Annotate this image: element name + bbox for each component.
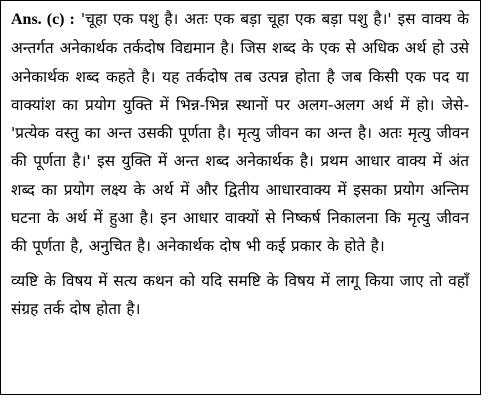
answer-paragraph-1	[11, 5, 469, 261]
answer-paragraph-1-text: 'चूहा एक पशु है। अतः एक बड़ा चूहा एक बड़ा पशु है।' इस वाक्य के अन्तर्गत अनेकार्थक तर्कदोष विद्यमान है। जिस शब्द के एक से अधिक अर्थ हो उसे अनेकार्थक शब्द कहते है। यह तर्कदोष तब उत्पन्न होता है जब किसी एक पद या वाक्यांश का प्रयोग युक्ति में भिन्न-भिन्न स्थानों पर अलग-अलग अर्थ में हो। जेसे- 'प्रत्येक वस्तु का अन्त उसकी पूर्णता है। मृत्यु जीवन का अन्त है। अतः मृत्यु जीवन की पूर्णता है।' इस युक्ति में अन्त शब्द अनेकार्थक है। प्रथम आधार वाक्य में अंत शब्द का प्रयोग लक्ष्य के अर्थ में और द्वितीय आधारवाक्य में इसका प्रयोग अन्तिम घटना के अर्थ में हुआ है। इन आधार वाक्यों से निष्कर्ष निकालना कि मृत्यु जीवन की पूर्णता है, अनुचित है। अनेकार्थक दोष भी कई प्रकार के होते है।	[11, 10, 469, 256]
answer-label: Ans. (c) :	[11, 11, 75, 28]
answer-text	[11, 5, 469, 323]
answer-paragraph-2: व्यष्टि के विषय में सत्य कथन को यदि समष्टि के विषय में लागू किया जाए तो वहाँ संग्रह तर्क दोष होता है।	[11, 271, 469, 318]
